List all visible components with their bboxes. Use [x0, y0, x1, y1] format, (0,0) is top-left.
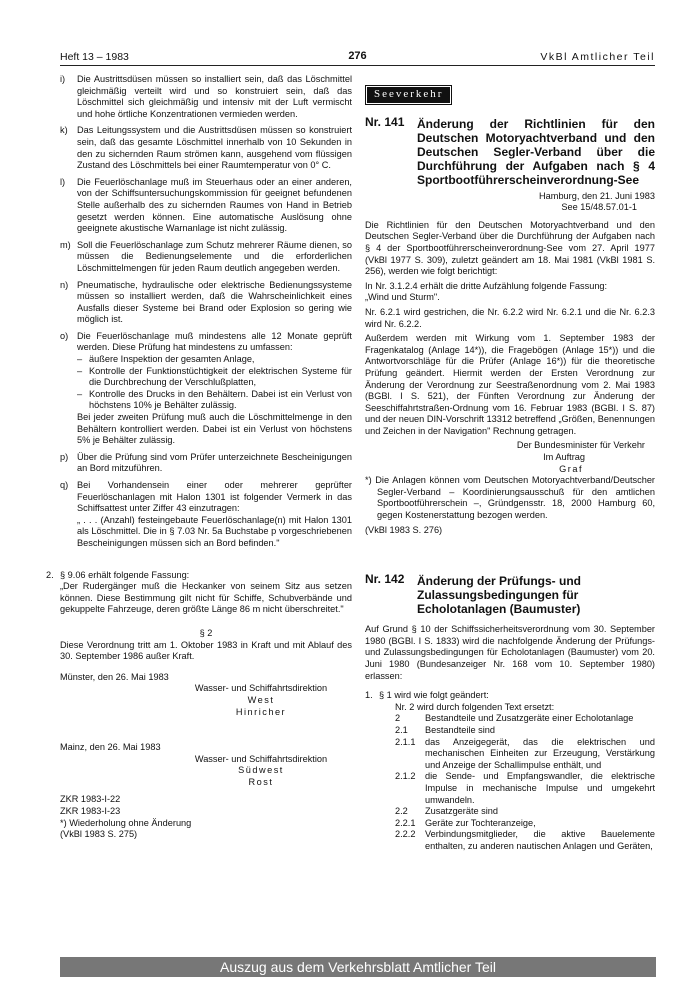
dash-item: – Kontrolle der Funktionstüchtigkeit der elektrischen Systeme für die Durchbrechung der Verschlußplatten, [77, 365, 352, 388]
page-footer: Auszug aus dem Verkehrsblatt Amtlicher Teil [60, 957, 656, 977]
paragraph: Bei jeder zweiten Prüfung muß auch die Löschmittelmenge in den Behältern kontrolliert werden. Dabei ist ein Verlust von höchstens 5% je Behälter zulässig. [77, 412, 352, 446]
article-heading: Nr. 142 Änderung der Prüfungs- und Zulassungsbedingungen für Echolotanlagen (Baumuster) [365, 572, 581, 617]
definition-row: 2 Bestandteile und Zusatzgeräte einer Echolotanlage [395, 713, 634, 724]
definition-row: 2.1.1 das Anzeigegerät, das die elektrischen und mechanischen Einheiten zur Erzeugung, Verstärkung und Anzeige der Schallimpulse enthält, und [395, 736, 655, 770]
list-item: k) Das Leitungssystem und die Austrittsdüsen müssen so konstruiert sein, daß das gesamte Löschmittel innerhalb von 10 Sekunden in den zu sichernden Raum strömen kann, ausgehend vom flüssigen Zustand des Löschmittels bei einer Raumtemperatur von 0° C. [60, 125, 352, 171]
list-item: i) Die Austrittsdüsen müssen so installiert sein, daß das Löschmittel gleichmäßig verteilt wird und so konstruiert sein, daß das Löschmittel sich gleichmäßig und intensiv mit der Luft vermischt und hohe örtliche Konzentrationen vermieden werden. [60, 74, 352, 119]
definition-row: 2.2.2 Verbindungsmitglieder, die aktive Bauelemente enthalten, zu anderen nautischen Anlagen und Geräten, [395, 829, 655, 851]
definition-row: 2.2 Zusatzgeräte sind [395, 806, 499, 817]
footnote: *) Die Anlagen können vom Deutschen Motoryachtverband/Deutscher Segler-Verband – Koordinierungsausschuß für den amtlichen Sportbootführerschein –, Gründgensstr. 18, 2000 Hamburg 60, gegen Kostenerstattung bezogen werden. [365, 475, 655, 521]
right-column [365, 74, 655, 853]
signature-block: Der Bundesminister für Verkehr Im Auftrag Graf [516, 440, 645, 474]
definition-list [365, 713, 655, 852]
paragraph: „Wind und Sturm". [365, 292, 440, 303]
list-item: 2. § 9.06 erhält folgende Fassung: [46, 569, 190, 580]
issue-label: Heft 13 – 1983 [60, 51, 129, 63]
list-item: l) Die Feuerlöschanlage muß im Steuerhaus oder an einer anderen, von der Schiffsuntersuchungskommission für geeignet befundenen Stelle außerhalb des zu sichernden Raumes von Hand in Betrieb gesetzt werden können. Eine automatische Auslösung ohne geeignete akustische Warnanlage ist nicht zulässig. [60, 176, 352, 234]
article-date: Hamburg, den 21. Juni 1983 [539, 190, 655, 201]
list-item: q) Bei Vorhandensein einer oder mehrerer geprüfter Feuerlöschanlagen mit Halon 1301 ist folgender Vermerk in das Schiffsattest unter Ziffer 43 einzutragen: [60, 480, 352, 514]
paragraph: Diese Verordnung tritt am 1. Oktober 1983 in Kraft und mit Ablauf des 30. September 1986 außer Kraft. [60, 639, 352, 662]
section-label: VkBl Amtlicher Teil [540, 51, 655, 63]
paragraph: Nr. 2 wird durch folgenden Text ersetzt: [395, 701, 555, 712]
dash-list [60, 354, 352, 412]
list-item: n) Pneumatische, hydraulische oder elektrische Bedienungssysteme müssen so installiert werden, daß die Wahrscheinlichkeit eines Ausfalls dieser Systeme bei Brand oder Explosion so gering wie möglich ist. [60, 279, 352, 325]
vkbl-ref: (VkBl 1983 S. 276) [365, 524, 443, 535]
list-item: o) Die Feuerlöschanlage muß mindestens alle 12 Monate geprüft werden. Diese Prüfung hat mindestens zu umfassen: [60, 330, 352, 353]
section-heading: § 2 [199, 627, 213, 638]
section-banner: Seeverkehr [367, 87, 450, 103]
paragraph: Außerdem werden mit Wirkung vom 1. September 1983 der Fragenkatalog (Anlage 14*)), die Fragebögen (Anlage 15*)) und die Antwortvorschläge für die Prüfer (Anlage 16*)) für die theoretische Prüfung geändert. Hiermit werden der Ersten Verordnung zur Änderung der Verordnung zur Seestraßenordnung vom 2. Mai 1983 (BGBl. I S. 521), der Fünften Verordnung zur Änderung der Seeschiffahrtstraßen-Ordnung vom 16. Februar 1983 (BGBl. I S. 87) und der neuen DIN-Vorschrift 13312 betreffend „Größen, Benennungen und Zeichen in der Navigation" Rechnung getragen. [365, 333, 655, 436]
signature-block: Münster, den 26. Mai 1983 Wasser- und Schiffahrtsdirektion West Hinricher [60, 671, 328, 717]
definition-row: 2.2.1 Geräte zur Tochteranzeige, [395, 817, 536, 828]
page-number: 276 [348, 50, 367, 62]
left-column [46, 74, 352, 841]
quote: „Der Rudergänger muß die Heckanker von seinem Sitz aus setzen können. Diese Bestimmung gilt nicht für Schiffe, Schubverbände und gekuppelte Fahrzeuge, deren größte Länge 86 m nicht überschreitet." [60, 581, 352, 615]
paragraph: Die Richtlinien für den Deutschen Motoryachtverband und den Deutschen Segler-Verband über die Durchführung der Aufgaben nach § 4 der Sportbootführerscheinverordnung-See vom 27. April 1977 (VkBl 1977 S. 309), zuletzt geändert am 18. Mai 1981 (VkBl 1981 S. 256), werden wie folgt berichtigt: [365, 219, 655, 277]
paragraph: Nr. 6.2.1 wird gestrichen, die Nr. 6.2.2 wird Nr. 6.2.1 und die Nr. 6.2.3 wird Nr. 6.2.2. [365, 306, 655, 329]
dash-item: – äußere Inspektion der gesamten Anlage, [77, 354, 255, 365]
references: ZKR 1983-I-22 ZKR 1983-I-23 *) Wiederholung ohne Änderung (VkBl 1983 S. 275) [60, 794, 192, 840]
list-item: p) Über die Prüfung sind vom Prüfer unterzeichnete Bescheinigungen an Bord mitzuführen. [60, 451, 352, 474]
definition-row: 2.1 Bestandteile sind [395, 724, 495, 735]
signature-block: Mainz, den 26. Mai 1983 Wasser- und Schiffahrtsdirektion Südwest Rost [60, 742, 328, 787]
dash-item: – Kontrolle des Drucks in den Behältern. Dabei ist ein Verlust von höchstens 10% je Behälter zulässig. [77, 388, 352, 411]
paragraph: In Nr. 3.1.2.4 erhält die dritte Aufzählung folgende Fassung: [365, 280, 608, 291]
article-heading: Nr. 141 Änderung der Richtlinien für den Deutschen Motoryachtverband und den Deutschen Segler-Verband über die Durchführung der Aufgaben nach § 4 Sportbootführerscheinverordnung-See [365, 114, 655, 187]
list-item: m) Soll die Feuerlöschanlage zum Schutz mehrerer Räume dienen, so müssen die Bedienungselemente und die erforderlichen Löschmittelmengen für jeden Raum deutlich angegeben werden. [60, 239, 352, 273]
quote: „ . . . (Anzahl) festeingebaute Feuerlöschanlage(n) mit Halon 1301 als Löschmittel. Die in § 7.03 Nr. 5a Buchstabe p vorgeschriebenen Bescheinigungen müssen sich an Bord befinden." [77, 514, 352, 548]
paragraph: Auf Grund § 10 der Schiffssicherheitsverordnung vom 30. September 1980 (BGBl. I S. 1833) wird die nachfolgende Änderung der Prüfungs- und Zulassungsbedingungen für Echolotanlagen (Baumuster) vom 20. Juni 1980 (Bundesanzeiger Nr. 168 vom 10. September 1980) erlassen: [365, 624, 655, 681]
definition-row: 2.1.2 die Sende- und Empfangswandler, die elektrische Impulse in mechanische Impulse und umgekehrt umwandeln. [395, 771, 655, 805]
list-item: 1. § 1 wird wie folgt geändert: [365, 690, 489, 701]
article-ref: See 15/48.57.01-1 [561, 202, 637, 213]
page-header [60, 47, 655, 66]
